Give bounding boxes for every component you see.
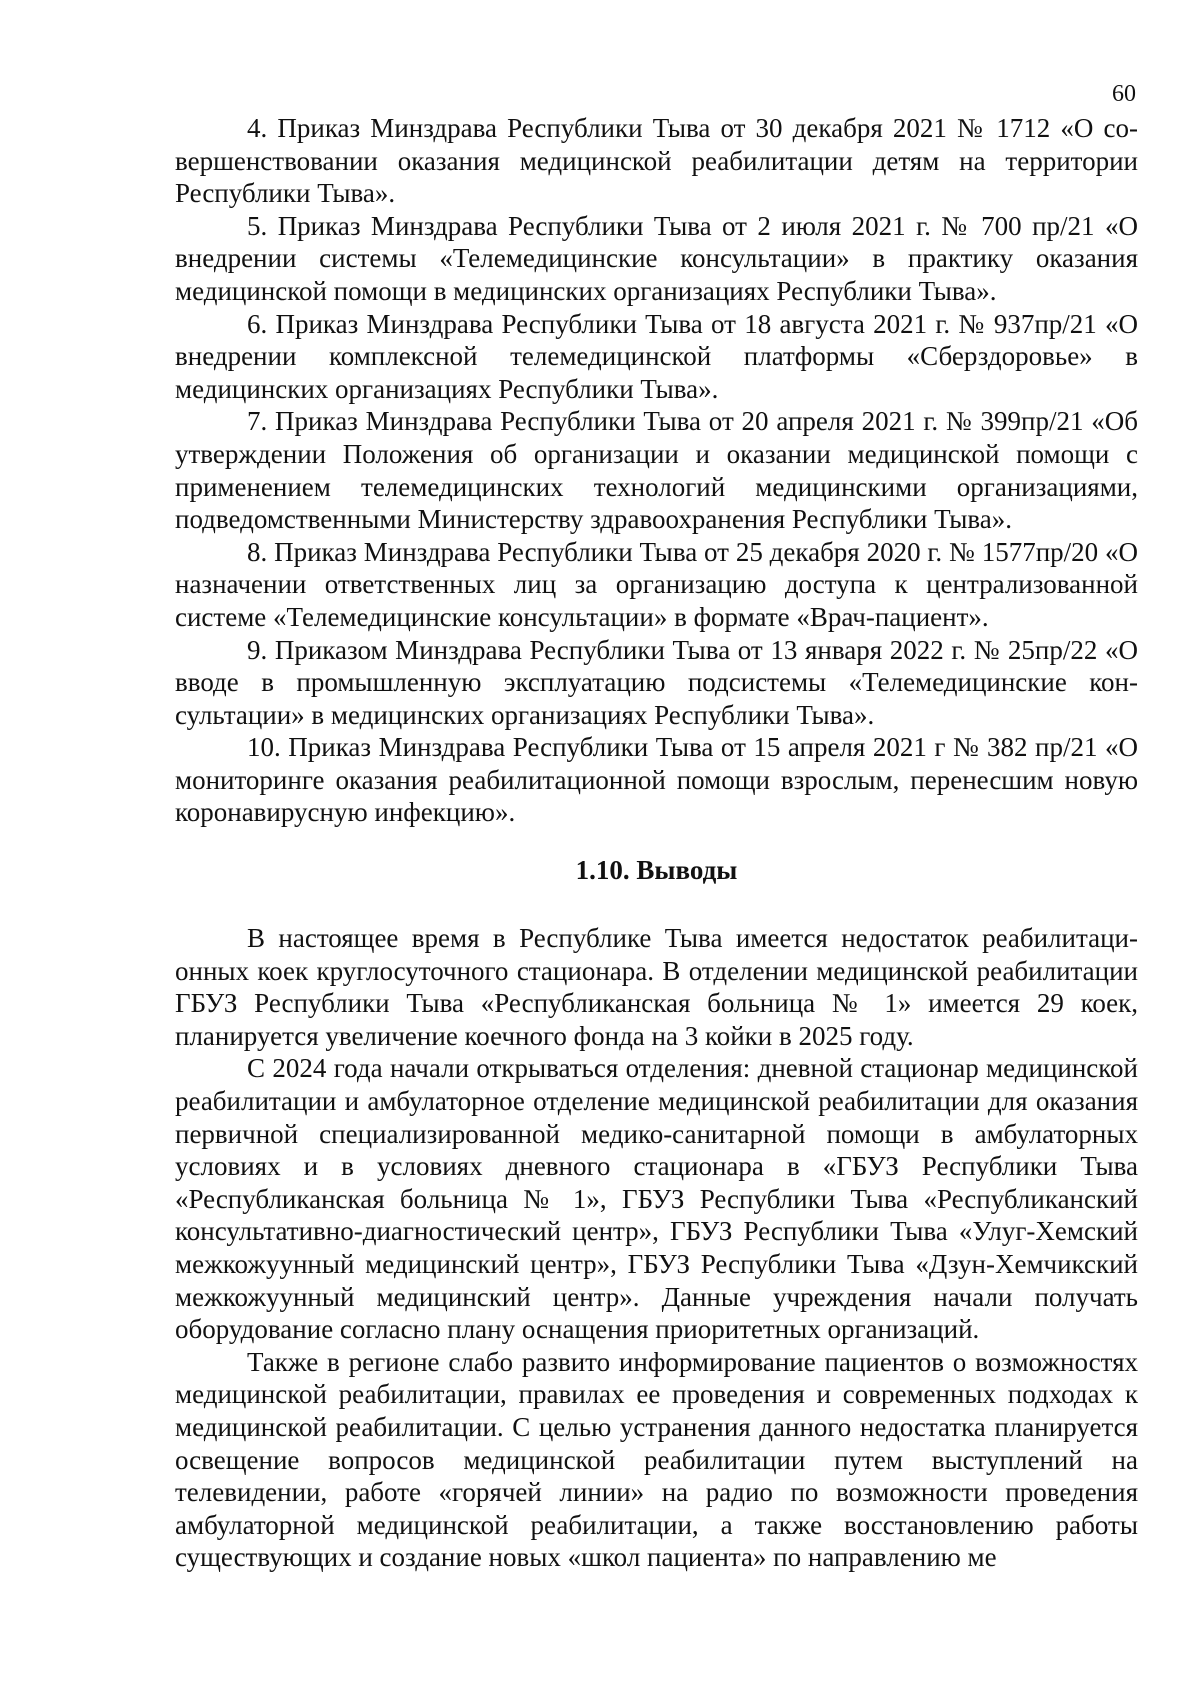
- list-item: 6. Приказ Минздрава Республики Тыва от 18 августа 2021 г. № 937пр/21 «О внедрении комплексной телемедицинской платформы «Сберздоровье» в медицинских организациях Республики Тыва».: [175, 308, 1138, 404]
- paragraph: Также в регионе слабо развито информирование пациентов о возможностях медицинской реабилитации, правилах ее проведения и современных подходах к медицинской реабилитации. С целью устранения данного недостатка планируется освещение вопросов медицинской реабилитации путем выступлений на телевидении, работе «горячей линии» на радио по возможности проведения амбулаторной медицинской реабилитации, а также восстановлению работы существующих и создание новых «школ пациента» по направлению ме: [175, 1346, 1138, 1573]
- list-item: 10. Приказ Минздрава Республики Тыва от 15 апреля 2021 г № 382 пр/21 «О мониторинге оказания реабилитационной помощи взрослым, перенесшим новую коронавирусную инфекцию».: [175, 732, 1138, 828]
- paragraph: С 2024 года начали открываться отделения: дневной стационар медицинской реабилитации и амбулаторное отделение медицинской реабилитации для оказания первичной специализированной медико-санитарной помощи в амбулаторных условиях и в условиях дневного стационара в «ГБУЗ Республики Тыва «Республиканская больница № 1», ГБУЗ Республики Тыва «Республиканский консультативно-диагностический центр», ГБУЗ Республики Тыва «Улуг-Хемский межкожуунный медицинский центр», ГБУЗ Республики Тыва «Дзун-Хемчикский межкожуунный медицинский центр». Данные учреждения начали получать оборудование согласно плану оснащения приоритетных организаций.: [175, 1053, 1138, 1345]
- list-item: 7. Приказ Минздрава Республики Тыва от 20 апреля 2021 г. № 399пр/21 «Об утверждении Положения об организации и оказании медицинской помощи с применением телемедицинских технологий медицинскими организациями, подведомственными Министерству здравоохранения Республики Тыва».: [175, 406, 1138, 535]
- list-item: 8. Приказ Минздрава Республики Тыва от 25 декабря 2020 г. № 1577пр/20 «О назначении ответственных лиц за организацию доступа к централизованной системе «Телемедицинские консультации» в формате «Врач-пациент».: [175, 536, 1138, 632]
- conclusions-section: [175, 922, 1138, 1574]
- section-heading: 1.10. Выводы: [575, 855, 738, 886]
- orders-list: [175, 112, 1138, 829]
- list-item: 9. Приказом Минздрава Республики Тыва от 13 января 2022 г. № 25пр/22 «О вводе в промышленную эксплуатацию подсистемы «Телемедицинские консультации» в медицинских организациях Республики Тыва».: [175, 634, 1138, 730]
- list-item: 5. Приказ Минздрава Республики Тыва от 2 июля 2021 г. № 700 пр/21 «О внедрении системы «Телемедицинские консультации» в практику оказания медицинской помощи в медицинских организациях Республики Тыва».: [175, 210, 1138, 306]
- page-number: 60: [1112, 81, 1136, 107]
- paragraph: В настоящее время в Республике Тыва имеется недостаток реабилитационных коек круглосуточного стационара. В отделении медицинской реабилитации ГБУЗ Республики Тыва «Республиканская больница № 1» имеется 29 коек, планируется увеличение коечного фонда на 3 койки в 2025 году.: [175, 923, 1138, 1051]
- list-item: 4. Приказ Минздрава Республики Тыва от 30 декабря 2021 № 1712 «О совершенствовании оказания медицинской реабилитации детям на территории Республики Тыва».: [175, 113, 1138, 209]
- document-body: [175, 112, 1138, 1574]
